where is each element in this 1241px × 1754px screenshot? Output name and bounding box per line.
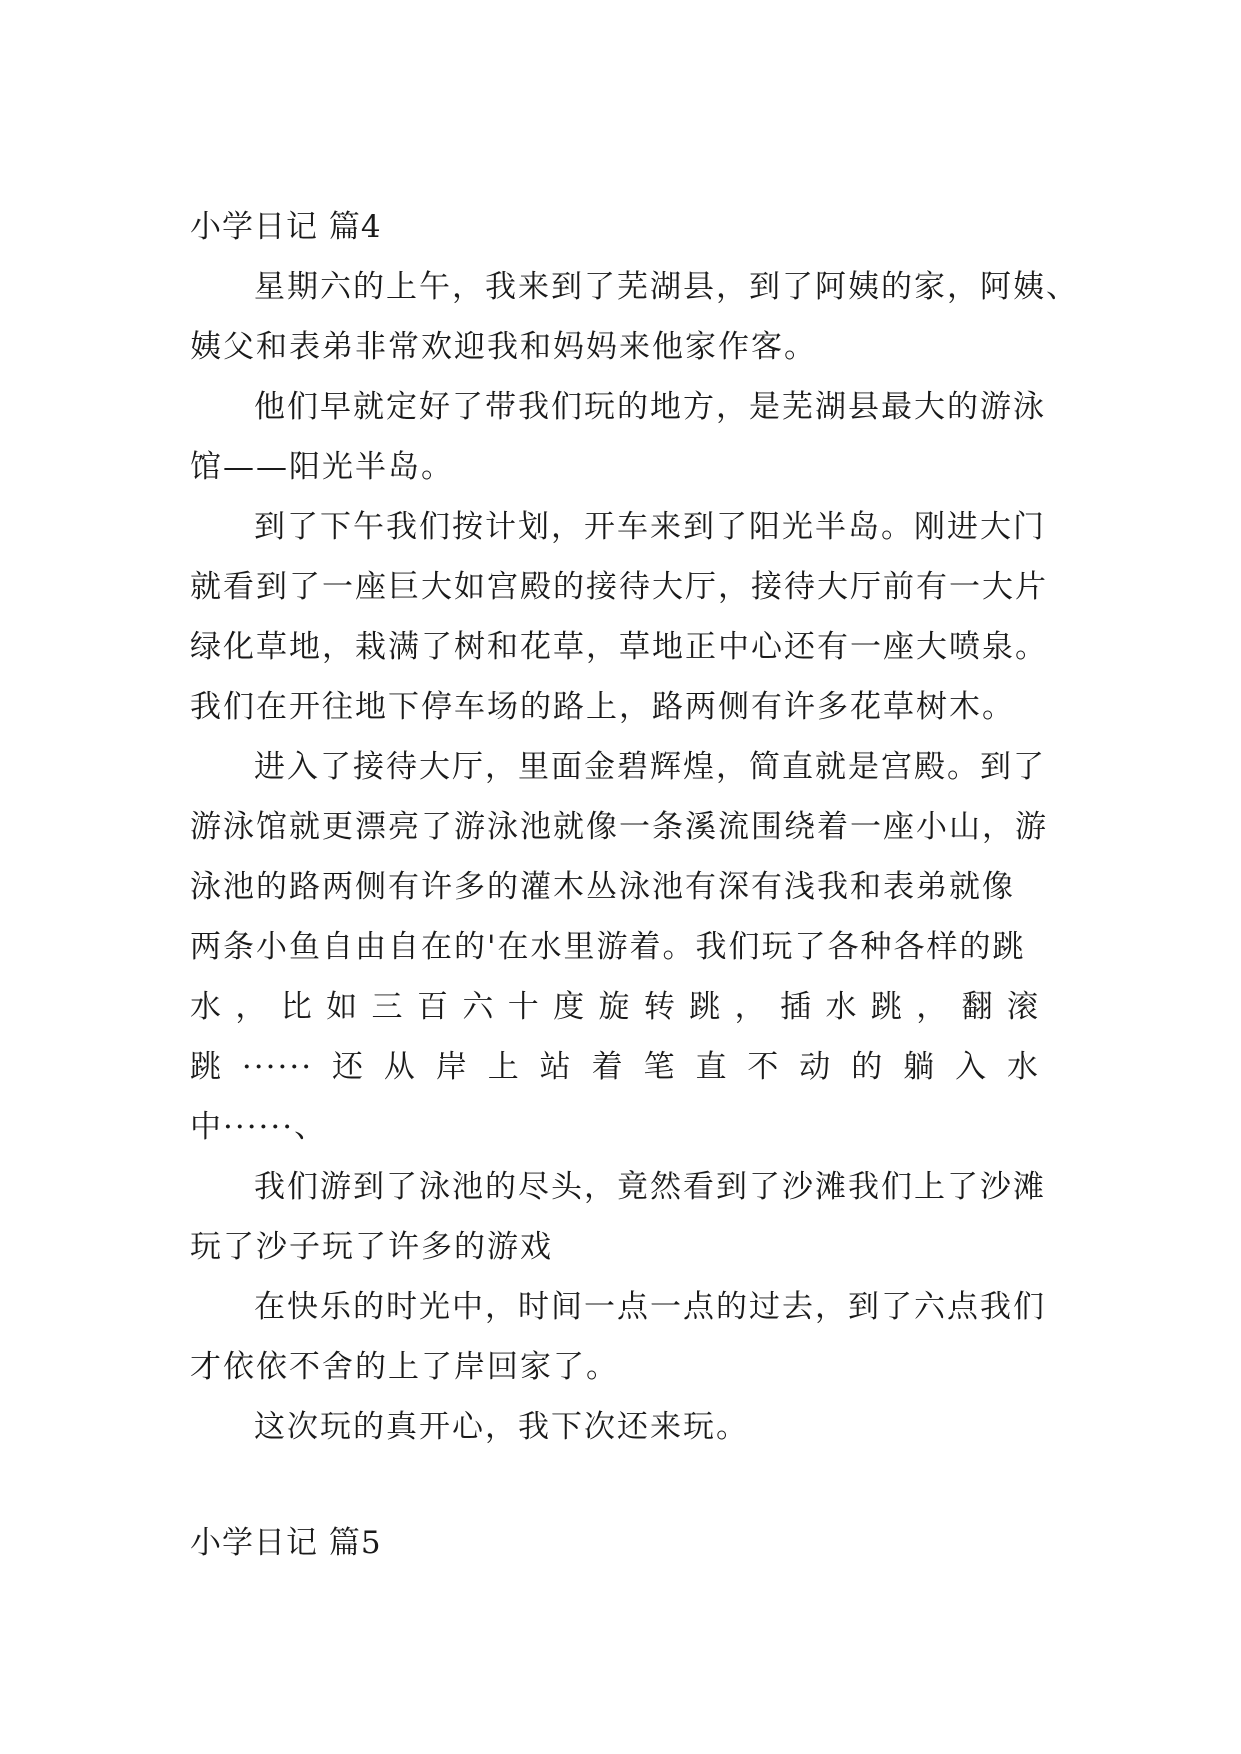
paragraph-line: 就看到了一座巨大如宫殿的接待大厅，接待大厅前有一大片: [190, 569, 1048, 605]
paragraph-line: 我们在开往地下停车场的路上，路两侧有许多花草树木。: [190, 689, 1015, 725]
paragraph-line: 在快乐的时光中，时间一点一点的过去，到了六点我们: [254, 1289, 1046, 1325]
section-heading-5: 小学日记 篇5: [190, 1525, 382, 1561]
paragraph-line: 到了下午我们按计划，开车来到了阳光半岛。刚进大门: [254, 509, 1046, 545]
paragraph-line: 泳池的路两侧有许多的灌木丛泳池有深有浅我和表弟就像: [190, 869, 1015, 905]
paragraph-line: 绿化草地，栽满了树和花草，草地正中心还有一座大喷泉。: [190, 629, 1048, 665]
section-heading-4: 小学日记 篇4: [190, 209, 382, 245]
paragraph-line: 水，比如三百六十度旋转跳，插水跳，翻滚: [190, 989, 1040, 1025]
paragraph-line: 游泳馆就更漂亮了游泳池就像一条溪流围绕着一座小山，游: [190, 809, 1048, 845]
paragraph-line: 馆——阳光半岛。: [190, 449, 454, 485]
paragraph-line: 他们早就定好了带我们玩的地方，是芜湖县最大的游泳: [254, 389, 1046, 425]
paragraph-line: 才依依不舍的上了岸回家了。: [190, 1349, 619, 1385]
paragraph-line: 跳······还从岸上站着笔直不动的躺入水: [190, 1049, 1040, 1085]
paragraph-line: 两条小鱼自由自在的'在水里游着。我们玩了各种各样的跳: [190, 929, 1026, 965]
paragraph-line: 星期六的上午，我来到了芜湖县，到了阿姨的家，阿姨、: [254, 269, 1079, 305]
paragraph-line: 姨父和表弟非常欢迎我和妈妈来他家作客。: [190, 329, 817, 365]
paragraph-line: 我们游到了泳池的尽头，竟然看到了沙滩我们上了沙滩: [254, 1169, 1046, 1205]
paragraph-line: 中······、: [190, 1109, 328, 1145]
paragraph-line: 玩了沙子玩了许多的游戏: [190, 1229, 553, 1265]
paragraph-line: 这次玩的真开心，我下次还来玩。: [254, 1409, 749, 1445]
paragraph-line: 进入了接待大厅，里面金碧辉煌，简直就是宫殿。到了: [254, 749, 1046, 785]
